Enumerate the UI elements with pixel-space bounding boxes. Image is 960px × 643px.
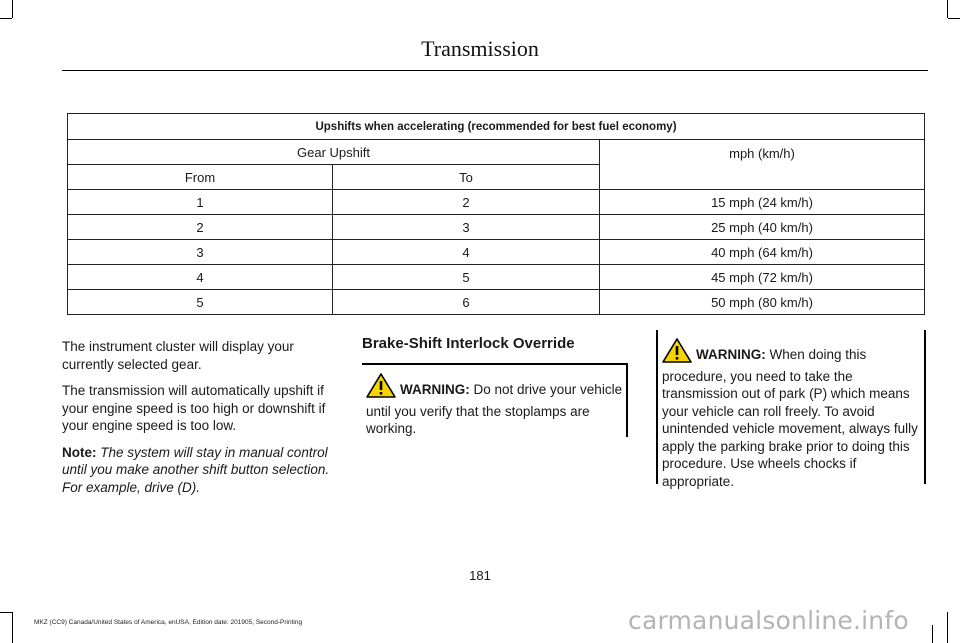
warning-triangle-icon: [662, 338, 692, 368]
to-cell: 2: [333, 190, 600, 215]
to-cell: 4: [333, 240, 600, 265]
from-cell: 5: [68, 290, 333, 315]
crop-mark: [12, 0, 13, 18]
warning-triangle-icon: [366, 373, 396, 403]
warning-box: [656, 330, 926, 489]
header-divider: [62, 70, 928, 71]
upshift-table: [67, 113, 925, 315]
table-row: [68, 215, 925, 240]
table-row: [68, 240, 925, 265]
crop-mark: [0, 612, 12, 613]
from-header: From: [68, 165, 333, 190]
crop-mark: [932, 625, 933, 643]
table-caption: Upshifts when accelerating (recommended for best fuel economy): [68, 114, 925, 140]
speed-header: mph (km/h): [600, 140, 925, 190]
from-cell: 2: [68, 215, 333, 240]
table-row: [68, 265, 925, 290]
body-column: [62, 338, 338, 505]
watermark: carmanualsonline.info: [628, 606, 909, 635]
crop-mark: [12, 612, 13, 643]
speed-cell: 50 mph (80 km/h): [600, 290, 925, 315]
footer-edition: MKZ (CC9) Canada/United States of America, enUSA, Edition date: 201905, Second-Printing: [34, 619, 303, 626]
note: [62, 444, 338, 497]
speed-cell: 25 mph (40 km/h): [600, 215, 925, 240]
from-cell: 1: [68, 190, 333, 215]
to-header: To: [333, 165, 600, 190]
page-number: 181: [469, 568, 491, 583]
warning-label: WARNING:: [696, 347, 766, 362]
paragraph: The transmission will automatically upshift if your engine speed is too high or downshift if your engine speed is too low.: [62, 383, 326, 433]
to-cell: 6: [333, 290, 600, 315]
warning-box: [362, 363, 628, 437]
crop-mark: [0, 18, 12, 19]
crop-mark: [948, 18, 960, 19]
warning-text: Do not drive your vehicle until you verify that the stoplamps are working.: [366, 382, 623, 436]
speed-cell: 40 mph (64 km/h): [600, 240, 925, 265]
note-label: Note:: [62, 444, 97, 460]
warning-label: WARNING:: [400, 382, 470, 397]
from-cell: 3: [68, 240, 333, 265]
table-row: [68, 290, 925, 315]
from-cell: 4: [68, 265, 333, 290]
crop-mark: [947, 612, 948, 643]
to-cell: 5: [333, 265, 600, 290]
note-text: The system will stay in manual control until you make another shift button selection. For example, drive (D).: [62, 444, 330, 495]
crop-mark: [947, 0, 948, 18]
to-cell: 3: [333, 215, 600, 240]
paragraph: The instrument cluster will display your currently selected gear.: [62, 339, 294, 372]
table-caption-row: [68, 114, 925, 140]
gear-upshift-header: Gear Upshift: [68, 140, 600, 165]
speed-cell: 45 mph (72 km/h): [600, 265, 925, 290]
speed-cell: 15 mph (24 km/h): [600, 190, 925, 215]
page-title: Transmission: [421, 36, 539, 61]
table-header-row: [68, 140, 925, 165]
table-row: [68, 190, 925, 215]
warning-text: When doing this procedure, you need to take the transmission out of park (P) which means your vehicle can roll freely. To avoid unintended vehicle movement, always fully apply the parking brake prior to doing this procedure. Use wheels chocks if appropriate.: [662, 347, 918, 489]
section-heading: Brake-Shift Interlock Override: [362, 335, 575, 352]
